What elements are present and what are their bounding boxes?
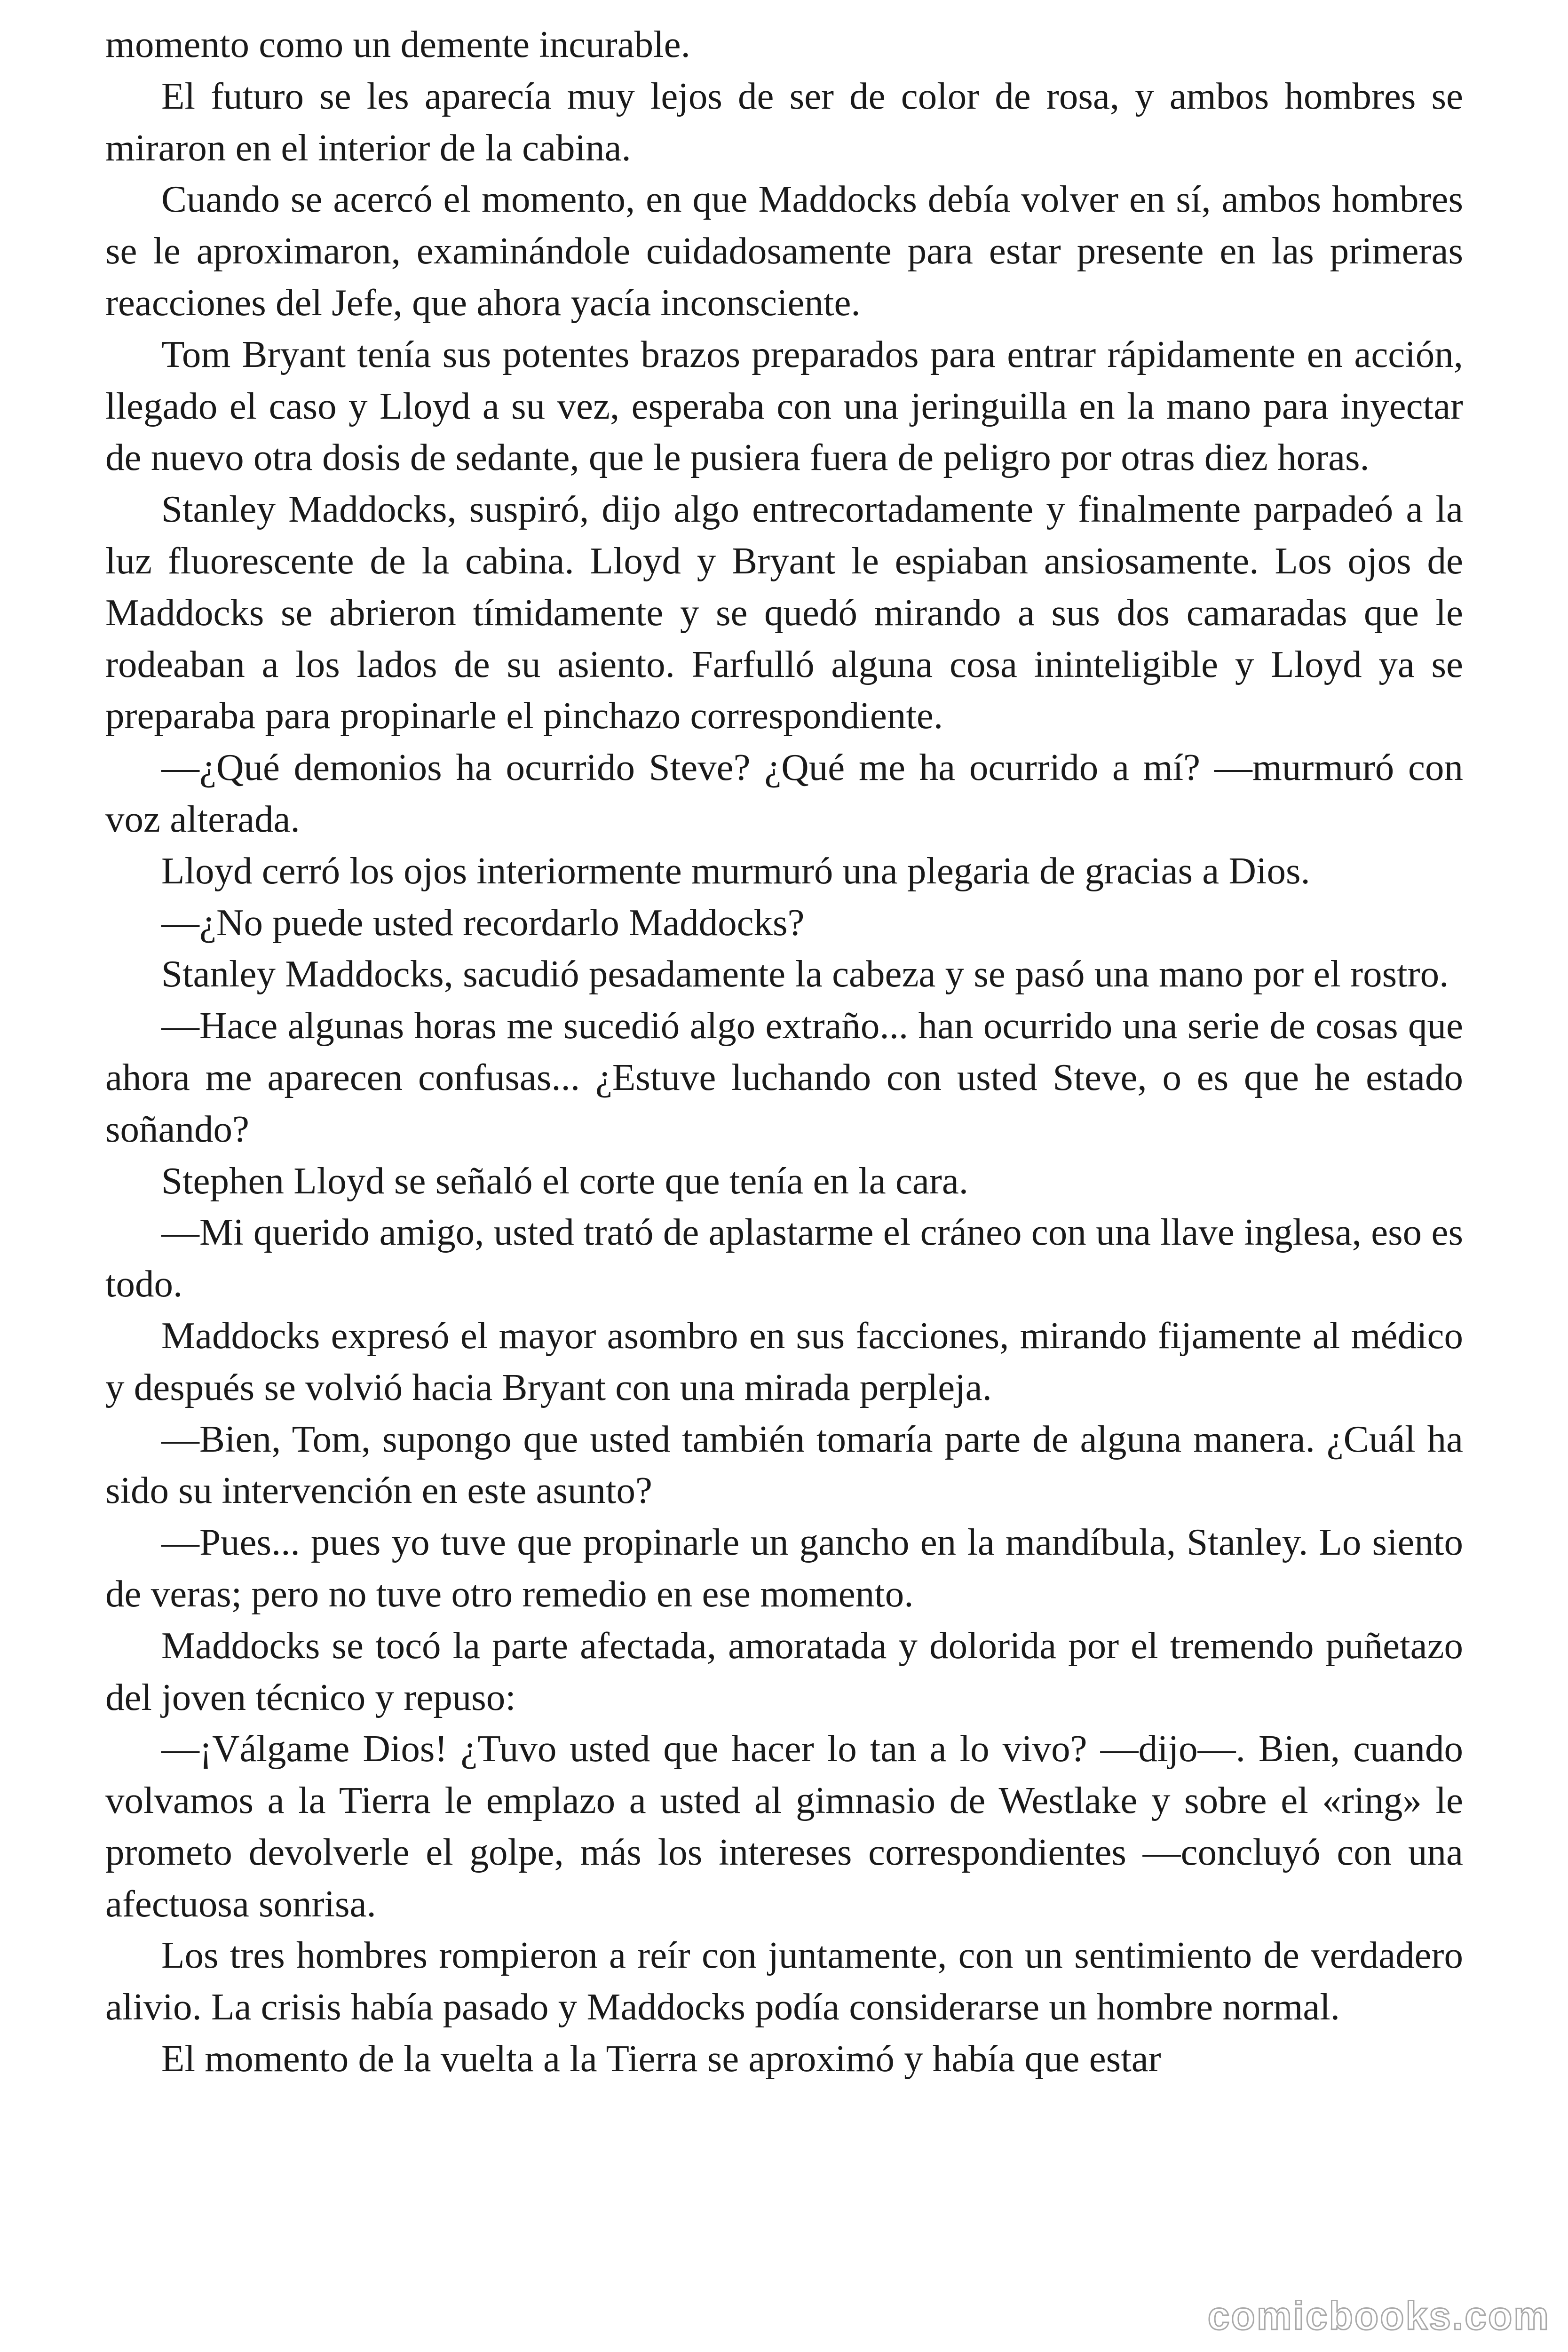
dialogue-paragraph: —¿Qué demonios ha ocurrido Steve? ¿Qué me ha ocurrido a mí? —murmuró con voz alterada. [105, 746, 1463, 840]
dialogue-paragraph: —Bien, Tom, supongo que usted también tomaría parte de alguna manera. ¿Cuál ha sido su intervención en este asunto? [105, 1417, 1463, 1512]
paragraph: Maddocks expresó el mayor asombro en sus facciones, mirando fijamente al médico y después se volvió hacia Bryant con una mirada perpleja. [105, 1314, 1463, 1408]
paragraph-last: El momento de la vuelta a la Tierra se aproximó y había que estar [161, 2037, 1161, 2080]
paragraph-continuation: momento como un demente incurable. [105, 23, 690, 65]
watermark-logo: comicbooks.com [1207, 2294, 1550, 2338]
dialogue-paragraph: —Pues... pues yo tuve que propinarle un gancho en la mandíbula, Stanley. Lo siento de veras; pero no tuve otro remedio en ese momento. [105, 1521, 1463, 1615]
paragraph: Tom Bryant tenía sus potentes brazos preparados para entrar rápidamente en acción, llegado el caso y Lloyd a su vez, esperaba con una jeringuilla en la mano para inyectar de nuevo otra dosis de sedante, que le pusiera fuera de peligro por otras diez horas. [105, 333, 1463, 479]
paragraph: Los tres hombres rompieron a reír con juntamente, con un sentimiento de verdadero alivio. La crisis había pasado y Maddocks podía considerarse un hombre normal. [105, 1934, 1463, 2028]
dialogue-paragraph: —Hace algunas horas me sucedió algo extraño... han ocurrido una serie de cosas que ahora me aparecen confusas... ¿Estuve luchando con usted Steve, o es que he estado soñando? [105, 1004, 1463, 1150]
dialogue-paragraph: —¿No puede usted recordarlo Maddocks? [161, 901, 805, 944]
dialogue-paragraph: —Mi querido amigo, usted trató de aplastarme el cráneo con una llave inglesa, eso es todo. [105, 1211, 1463, 1305]
dialogue-paragraph: —¡Válgame Dios! ¿Tuvo usted que hacer lo tan a lo vivo? —dijo—. Bien, cuando volvamos a la Tierra le emplazo a usted al gimnasio de Westlake y sobre el «ring» le prometo devolverle el golpe, más los intereses correspondientes —concluyó con una afectuosa sonrisa. [105, 1727, 1463, 1925]
paragraph: El futuro se les aparecía muy lejos de ser de color de rosa, y ambos hombres se miraron en el interior de la cabina. [105, 74, 1463, 169]
paragraph: Stanley Maddocks, suspiró, dijo algo entrecortadamente y finalmente parpadeó a la luz fluorescente de la cabina. Lloyd y Bryant le espiaban ansiosamente. Los ojos de Maddocks se abrieron tímidamente y se quedó mirando a sus dos camaradas que le rodeaban a los lados de su asiento. Farfulló alguna cosa ininteligible y Lloyd ya se preparaba para propinarle el pinchazo correspondiente. [105, 488, 1463, 737]
paragraph: Maddocks se tocó la parte afectada, amoratada y dolorida por el tremendo puñetazo del joven técnico y repuso: [105, 1624, 1463, 1718]
paragraph: Cuando se acercó el momento, en que Maddocks debía volver en sí, ambos hombres se le aproximaron, examinándole cuidadosamente para estar presente en las primeras reacciones del Jefe, que ahora yacía inconsciente. [105, 178, 1463, 324]
paragraph: Lloyd cerró los ojos interiormente murmuró una plegaria de gracias a Dios. [161, 849, 1310, 892]
paragraph: Stanley Maddocks, sacudió pesadamente la cabeza y se pasó una mano por el rostro. [161, 953, 1449, 995]
paragraph: Stephen Lloyd se señaló el corte que tenía en la cara. [161, 1159, 969, 1202]
book-page-text [105, 19, 1463, 2338]
